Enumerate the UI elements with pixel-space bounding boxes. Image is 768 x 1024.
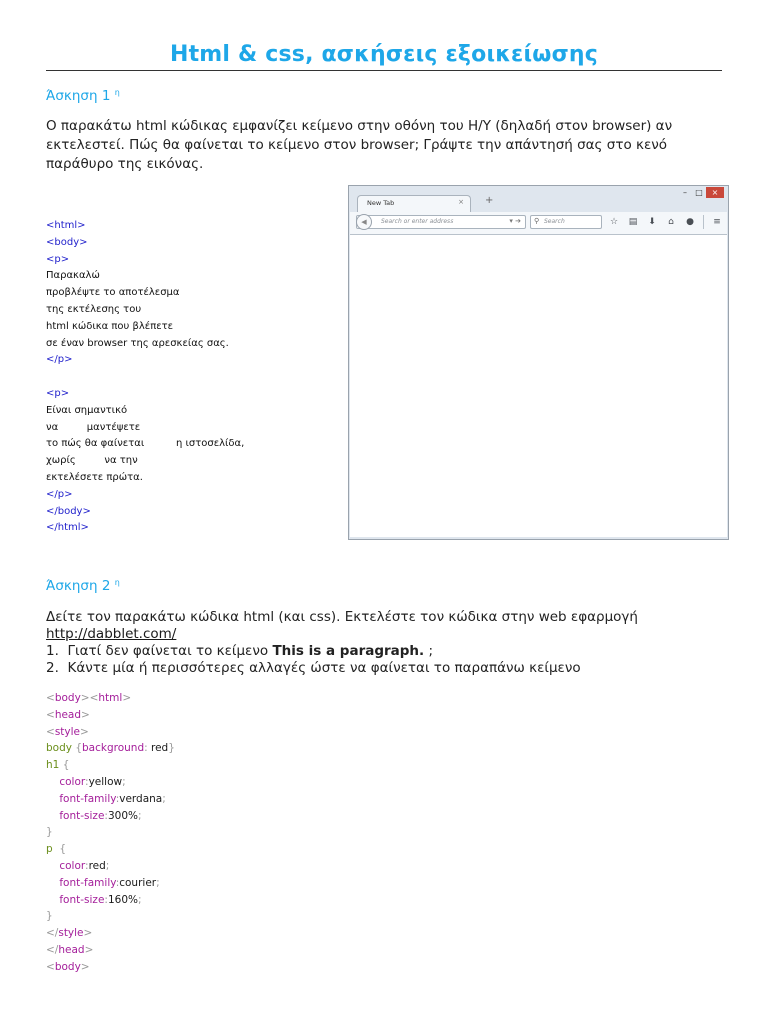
code-line: σε έναν browser της αρεσκείας σας.	[46, 337, 229, 349]
code-line: το πώς θα φαίνεται η ιστοσελίδα,	[46, 438, 245, 450]
title-divider	[46, 70, 722, 71]
exercise-1-code	[46, 218, 244, 537]
code-line: p {	[46, 843, 67, 856]
back-arrow-icon: ◀	[356, 214, 372, 230]
code-line: color:red;	[59, 859, 110, 872]
code-line: <body>	[46, 236, 88, 248]
code-line: της εκτέλεσης του	[46, 303, 142, 315]
code-blank-line	[46, 369, 244, 386]
search-placeholder: Search	[544, 218, 565, 225]
code-line: <head>	[46, 708, 90, 721]
go-arrow-icon: ▾ ➔	[509, 217, 521, 225]
bookmark-star-icon: ☆	[609, 217, 619, 227]
code-line: <style>	[46, 725, 89, 738]
code-line: να μαντέψετε	[46, 421, 141, 433]
code-line: εκτελέσετε πρώτα.	[46, 471, 143, 483]
code-line: <p>	[46, 387, 70, 399]
window-controls	[678, 187, 724, 198]
code-line: body {background: red}	[46, 742, 175, 755]
code-line: }	[46, 910, 53, 923]
exercise-2-item-2: 2. Κάντε μία ή περισσότερες αλλαγές ώστε να φαίνεται το παραπάνω κείμενο	[46, 660, 581, 676]
exercise-1-heading: Άσκηση 1 $^\eta$	[46, 88, 120, 104]
code-line: h1 {	[46, 759, 70, 772]
code-line: font-family:verdana;	[59, 792, 166, 805]
code-line: προβλέψτε το αποτέλεσμα	[46, 287, 180, 299]
code-line: Παρακαλώ	[46, 270, 100, 282]
address-placeholder: Search or enter address	[381, 218, 454, 225]
maximize-icon: □	[695, 188, 703, 197]
code-line: </p>	[46, 354, 73, 366]
address-bar	[356, 215, 526, 229]
code-line: <body><html>	[46, 692, 132, 704]
toolbar-icons	[608, 215, 723, 229]
empty-browser-viewport	[350, 235, 727, 537]
code-line: <html>	[46, 220, 86, 231]
exercise-2-heading: Άσκηση 2 $^\eta$	[46, 578, 120, 594]
code-line: </head>	[46, 943, 94, 956]
tab-label: New Tab	[367, 199, 395, 207]
minimize-icon: –	[683, 188, 687, 197]
exercise-1-paragraph: Ο παρακάτω html κώδικας εμφανίζει κείμενο στην οθόνη του Η/Υ (δηλαδή στον browser) αν εκτελεστεί. Πώς θα φαίνεται το κείμενο στον browser; Γράψτε την απάντησή σας στο κενό παράθυρο της εικόνας.	[46, 118, 673, 172]
home-icon: ⌂	[668, 217, 674, 227]
browser-toolbar	[350, 212, 727, 235]
code-line: </style>	[46, 927, 93, 940]
menu-icon: ≡	[713, 217, 721, 227]
code-line: <p>	[46, 253, 70, 265]
download-icon: ⬇	[648, 217, 656, 227]
code-line: font-family:courier;	[59, 876, 160, 889]
code-line: χωρίς να την	[46, 455, 138, 467]
tab-close-icon: ×	[458, 198, 464, 206]
exercise-2-code	[46, 690, 175, 976]
code-line: </body>	[46, 505, 91, 517]
code-line: }	[46, 826, 53, 839]
reading-list-icon: ▤	[628, 217, 638, 227]
search-bar	[530, 215, 602, 229]
exercise-2-item-1: 1. Γιατί δεν φαίνεται το κείμενο This is a paragraph. ;	[46, 643, 434, 659]
code-line: font-size:160%;	[59, 893, 142, 906]
exercise-2-intro: Δείτε τον παρακάτω κώδικα html (και css). Εκτελέστε τον κώδικα στην web εφαρμογή	[46, 609, 638, 625]
browser-window-image	[348, 185, 729, 540]
code-line: Είναι σημαντικό	[46, 404, 128, 416]
search-icon: ⚲	[534, 217, 540, 225]
code-line: </p>	[46, 488, 73, 500]
code-line: color:yellow;	[59, 775, 126, 788]
code-line: <body>	[46, 960, 90, 973]
code-line: font-size:300%;	[59, 809, 142, 822]
dabblet-link[interactable]: http://dabblet.com/	[46, 626, 177, 642]
browser-tab	[357, 195, 471, 212]
code-line: html κώδικα που βλέπετε	[46, 320, 174, 332]
code-line: </html>	[46, 522, 89, 534]
new-tab-icon: +	[485, 195, 494, 206]
chat-icon: ●	[686, 217, 694, 227]
document-title: Html & css, ασκήσεις εξοικείωσης	[169, 42, 599, 67]
toolbar-divider	[703, 215, 704, 229]
close-icon: ×	[706, 187, 724, 198]
